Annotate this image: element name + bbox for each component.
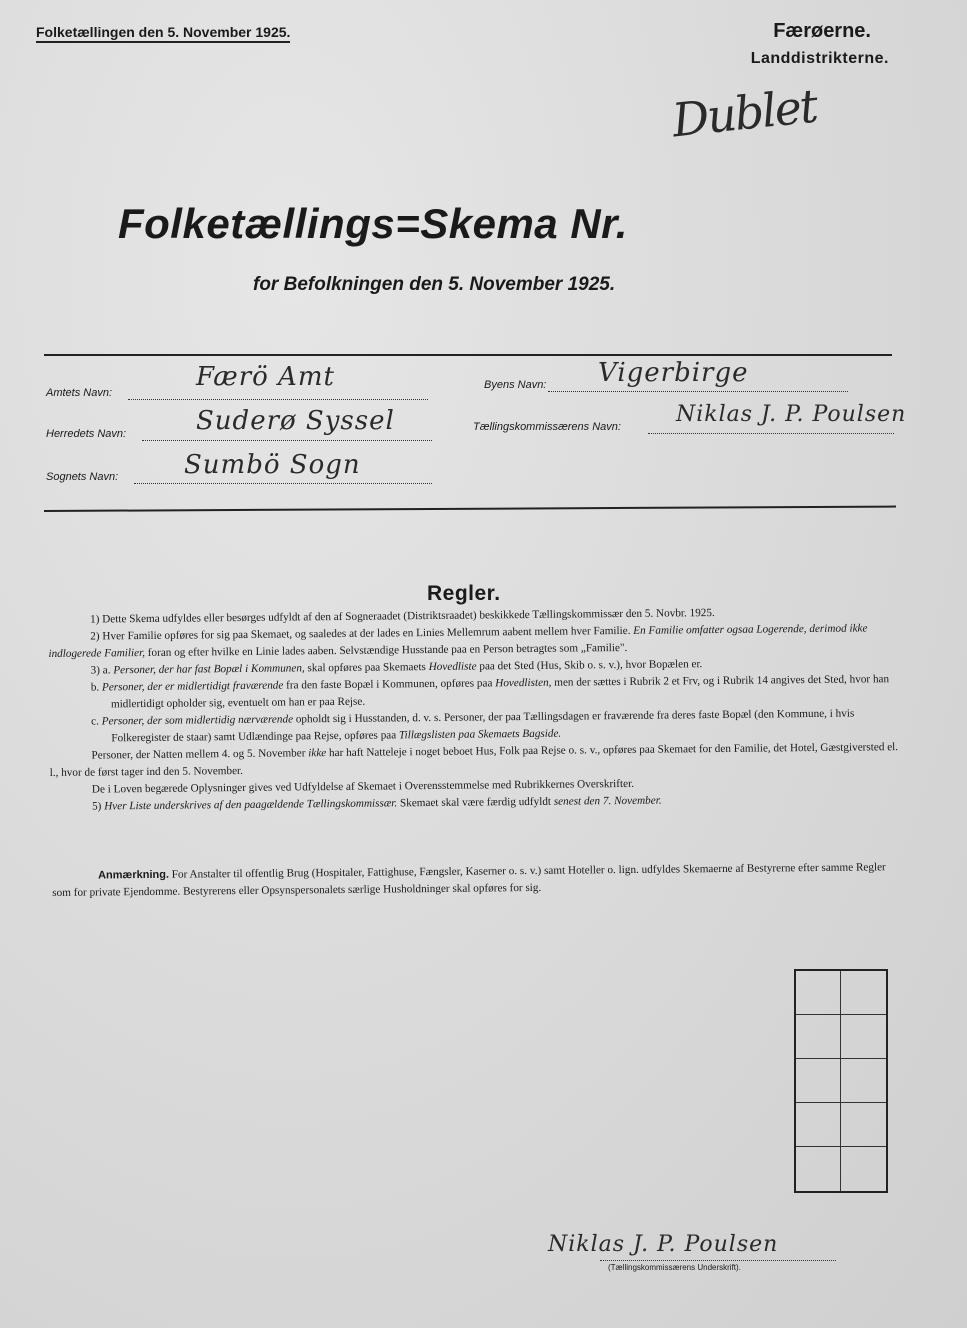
tally-cell[interactable] — [796, 1015, 841, 1059]
rule-3d-italic: ikke — [308, 747, 327, 760]
herred-value[interactable]: Suderø Syssel — [196, 406, 395, 436]
tally-cell[interactable] — [796, 1147, 841, 1191]
signature-line — [600, 1260, 836, 1261]
by-value[interactable]: Vigerbirge — [598, 358, 749, 388]
rule-3b-mid: fra den faste Bopæl i Kommunen, opføres paa — [283, 677, 496, 692]
rule-3a-post: paa det Sted (Hus, Skib o. s. v.), hvor Bopælen er. — [476, 658, 703, 673]
regler-heading: Regler. — [427, 582, 501, 605]
amt-line — [128, 399, 428, 400]
rule-4: De i Loven begærede Oplysninger gives ved Udfyldelse af Skemaet i Overensstemmelse med Rubrikkernes Overskrifter. — [91, 777, 635, 796]
note-body: For Anstalter til offentlig Brug (Hospitaler, Fattighuse, Fængsler, Kaserner o. s. v.) samt Hoteller o. lign. udfyldes Skemaerne af Bestyrerne efter samme Regler som for private Ejendomme. Bestyrerens eller Opsynspersonalets særlige Husholdninger skal opføres for sig. — [52, 861, 886, 899]
tally-cell[interactable] — [796, 1059, 841, 1103]
form-subtitle: for Befolkningen den 5. November 1925. — [253, 274, 616, 295]
tally-cell[interactable] — [841, 1103, 886, 1147]
kommissaer-value[interactable]: Niklas J. P. Poulsen — [676, 402, 907, 427]
sogn-label: Sognets Navn: — [46, 471, 119, 483]
rule-3d-post: har haft Natteleje i noget beboet Hus, Folk paa Rejse o. s. v., opføres paa Skemaet for den Familie, det Hotel, Gæstgiversted el. l., hvor de først tager ind den 5. November. — [49, 741, 899, 779]
amt-label: Amtets Navn: — [46, 387, 113, 399]
rule-5-prefix: 5) — [91, 800, 105, 813]
rule-5-italic-2: senest den 7. November. — [553, 794, 662, 808]
tally-cell[interactable] — [796, 1103, 841, 1147]
tally-grid — [794, 969, 888, 1193]
rule-5-italic: Hver Liste underskrives af den paagældende Tællingskommissær. — [104, 797, 398, 813]
rule-3a-italic: Personer, der har fast Bopæl i Kommunen, — [113, 662, 305, 677]
census-date-label: Folketællingen den 5. November 1925. — [36, 24, 290, 43]
tally-cell[interactable] — [841, 1059, 886, 1103]
rule-3c-italic: Personer, der som midlertidig nærværende — [101, 713, 294, 728]
rule-3a-prefix: 3) a. — [90, 664, 114, 677]
herred-line — [142, 440, 432, 441]
rule-1: 1) Dette Skema udfyldes eller besørges udfyldt af den af Sogneraadet (Distriktsraadet) beskikkede Tællingskommissær den 5. Novbr. 1925. — [90, 607, 715, 626]
rule-3b-italic-2: Hovedlisten, — [495, 676, 552, 690]
note-text — [52, 859, 904, 902]
rule-3d-prefix: Personer, der Natten mellem 4. og 5. November — [91, 747, 309, 762]
rule-2-text-b: En Familie omfatter ogsaa Logerende, derimod ikke indlogerede Familier, — [48, 622, 868, 660]
bottom-rule — [44, 506, 896, 512]
rule-3b-italic: Personer, der er midlertidigt fraværende — [101, 679, 284, 694]
rule-5-mid: Skemaet skal være færdig udfyldt — [397, 795, 554, 810]
form-title: Folketællings=Skema Nr. — [118, 200, 628, 247]
tally-cell[interactable] — [841, 1147, 886, 1191]
tally-cell[interactable] — [841, 1015, 886, 1059]
rule-3a-italic-2: Hovedliste — [428, 660, 477, 674]
rule-3c-italic-2: Tillægslisten paa Skemaets Bagside. — [398, 727, 562, 742]
by-label: Byens Navn: — [484, 379, 547, 391]
rule-3b-post: men der sættes i Rubrik 2 et Frv, og i Rubrik 14 angives det Sted, hvor han midlertidigt opholder sig, eventuelt om han er paa Rejse. — [110, 673, 890, 711]
rule-2-text-a: 2) Hver Familie opføres for sig paa Skemaet, og saaledes at der lades en Linies Mellemrum aabent mellem hver Familie. — [90, 624, 634, 643]
kommissaer-label: Tællingskommissærens Navn: — [473, 421, 621, 433]
rules-text — [48, 603, 906, 816]
by-line — [548, 391, 848, 392]
region-label: Færøerne. — [773, 20, 871, 42]
note-paragraph — [52, 859, 904, 902]
tally-cell[interactable] — [841, 971, 886, 1015]
rule-3b-prefix: b. — [90, 681, 103, 694]
rule-3a-mid: skal opføres paa Skemaets — [304, 661, 429, 675]
amt-value[interactable]: Færö Amt — [196, 362, 335, 392]
signature[interactable]: Niklas J. P. Poulsen — [548, 1232, 779, 1257]
rule-3c-mid: opholdt sig i Husstanden, d. v. s. Personer, der paa Tællingsdagen er fraværende fra deres faste Bopæl (den Kommune, i hvis Folkeregister de staar) samt Udlændinge paa Rejse, opføres paa — [111, 707, 855, 745]
district-label: Landdistrikterne. — [750, 50, 889, 67]
note-label: Anmærkning. — [98, 868, 170, 882]
sogn-line — [134, 483, 432, 484]
kommissaer-line — [648, 433, 894, 434]
herred-label: Herredets Navn: — [46, 428, 127, 440]
dublet-stamp: Dublet — [669, 78, 819, 148]
top-rule — [44, 354, 892, 356]
rule-2-text-c: foran og efter hvilke en Linie lades aaben. Selvstændige Husstande paa en Person betragtes som „Familie". — [144, 641, 628, 659]
signature-caption: (Tællingskommissærens Underskrift). — [608, 1263, 741, 1272]
tally-cell[interactable] — [796, 971, 841, 1015]
rule-3c-prefix: c. — [91, 715, 102, 728]
sogn-value[interactable]: Sumbö Sogn — [184, 450, 361, 480]
